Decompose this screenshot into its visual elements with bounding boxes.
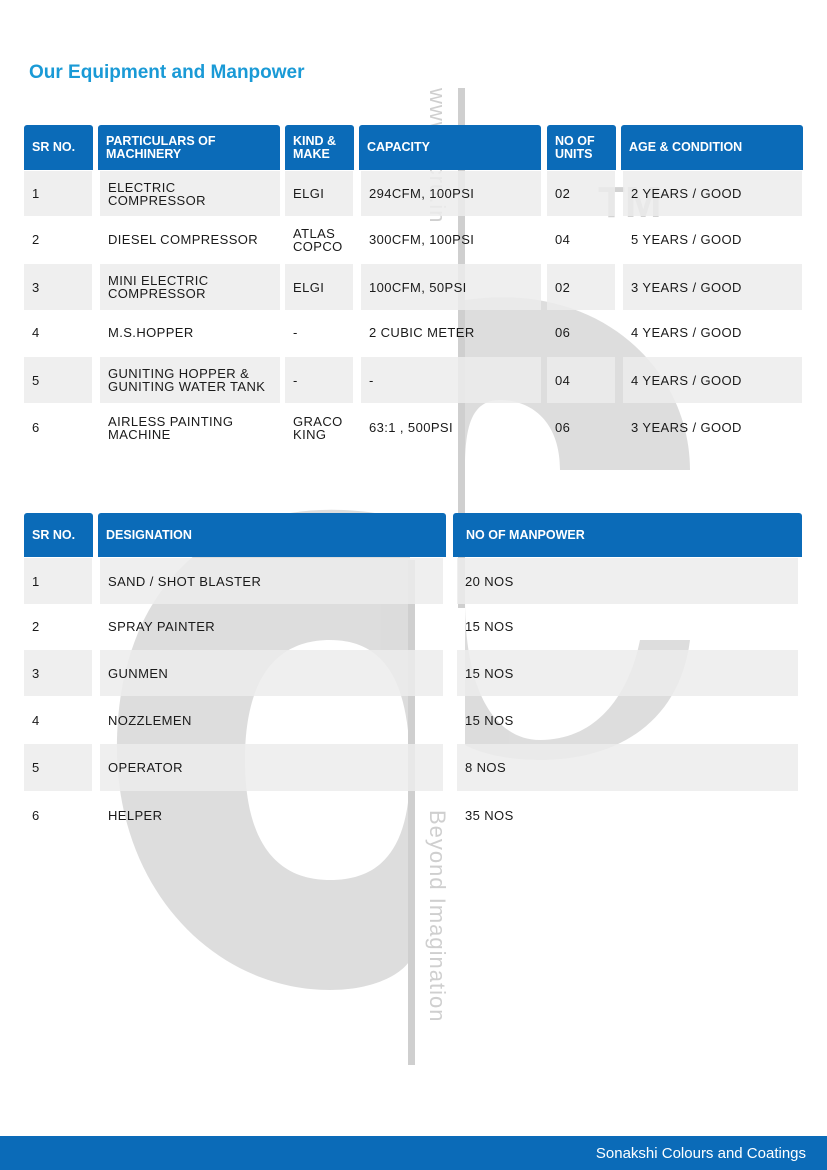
table-cell: 3 [24, 650, 92, 696]
table-cell: ATLAS COPCO [293, 225, 343, 254]
table-cell: ELGI [285, 264, 353, 310]
table-cell: 8 NOS [457, 744, 798, 791]
table-cell: 4 YEARS / GOOD [631, 325, 742, 340]
table-cell: 300CFM, 100PSI [369, 232, 475, 247]
table-cell: AIRLESS PAINTING MACHINE [108, 413, 234, 442]
table-cell: 4 YEARS / GOOD [623, 357, 802, 403]
table-cell: 3 YEARS / GOOD [631, 420, 742, 435]
table-cell: 02 [547, 264, 615, 310]
table-cell: - [293, 325, 298, 340]
table-cell: 294CFM, 100PSI [361, 171, 541, 216]
table-cell: OPERATOR [100, 744, 443, 791]
table-cell: SPRAY PAINTER [108, 618, 216, 634]
table-cell: SAND / SHOT BLASTER [100, 558, 443, 604]
table-cell: 6 [32, 420, 40, 435]
table-cell: 15 NOS [465, 712, 514, 728]
equipment-header-capacity: CAPACITY [359, 125, 541, 170]
table-cell: 4 [32, 325, 40, 340]
table-cell: 1 [24, 171, 92, 216]
table-cell: HELPER [108, 807, 163, 823]
table-cell: 2 [32, 618, 40, 634]
table-cell: 1 [24, 558, 92, 604]
table-cell: 20 NOS [457, 558, 798, 604]
table-cell: GUNMEN [100, 650, 443, 696]
table-cell: GUNITING HOPPER & GUNITING WATER TANK [100, 357, 280, 403]
table-cell: 5 [24, 744, 92, 791]
table-cell: 3 [24, 264, 92, 310]
footer-bar [0, 1136, 827, 1170]
table-cell: DIESEL COMPRESSOR [108, 232, 259, 247]
equipment-header-sr: SR NO. [24, 125, 93, 170]
table-cell: 2 CUBIC METER [369, 325, 475, 340]
table-cell: 06 [555, 420, 571, 435]
table-cell: 06 [555, 325, 571, 340]
table-cell: 2 YEARS / GOOD [623, 171, 802, 216]
equipment-header-units: NO OF UNITS [547, 125, 616, 170]
table-cell: NOZZLEMEN [108, 712, 192, 728]
table-cell: 02 [547, 171, 615, 216]
table-cell: ELECTRIC COMPRESSOR [100, 171, 280, 216]
table-cell: 15 NOS [457, 650, 798, 696]
table-cell: 15 NOS [465, 618, 514, 634]
table-cell: 5 YEARS / GOOD [631, 232, 742, 247]
table-cell: 63:1 , 500PSI [369, 420, 453, 435]
table-cell: 04 [547, 357, 615, 403]
footer-company: Sonakshi Colours and Coatings [595, 1145, 806, 1162]
table-cell: 5 [24, 357, 92, 403]
watermark-tagline: Beyond Imagination [425, 810, 450, 1023]
table-cell: 100CFM, 50PSI [361, 264, 541, 310]
table-cell: MINI ELECTRIC COMPRESSOR [100, 264, 280, 310]
table-cell: 04 [555, 232, 571, 247]
table-cell: M.S.HOPPER [108, 325, 194, 340]
table-cell: 4 [32, 712, 40, 728]
table-cell: 6 [32, 807, 40, 823]
manpower-header-sr: SR NO. [24, 513, 93, 557]
equipment-header-particulars: PARTICULARS OF MACHINERY [98, 125, 280, 170]
table-cell: - [361, 357, 541, 403]
table-cell: ELGI [285, 171, 353, 216]
manpower-header-designation: DESIGNATION [98, 513, 446, 557]
table-cell: 35 NOS [465, 807, 514, 823]
equipment-header-kind: KIND & MAKE [285, 125, 354, 170]
page-title: Our Equipment and Manpower [29, 62, 305, 83]
table-cell: GRACO KING [293, 413, 343, 442]
table-cell: 2 [32, 232, 40, 247]
table-cell: - [285, 357, 353, 403]
equipment-header-age: AGE & CONDITION [621, 125, 803, 170]
manpower-header-count: NO OF MANPOWER [453, 513, 802, 557]
table-cell: 3 YEARS / GOOD [623, 264, 802, 310]
